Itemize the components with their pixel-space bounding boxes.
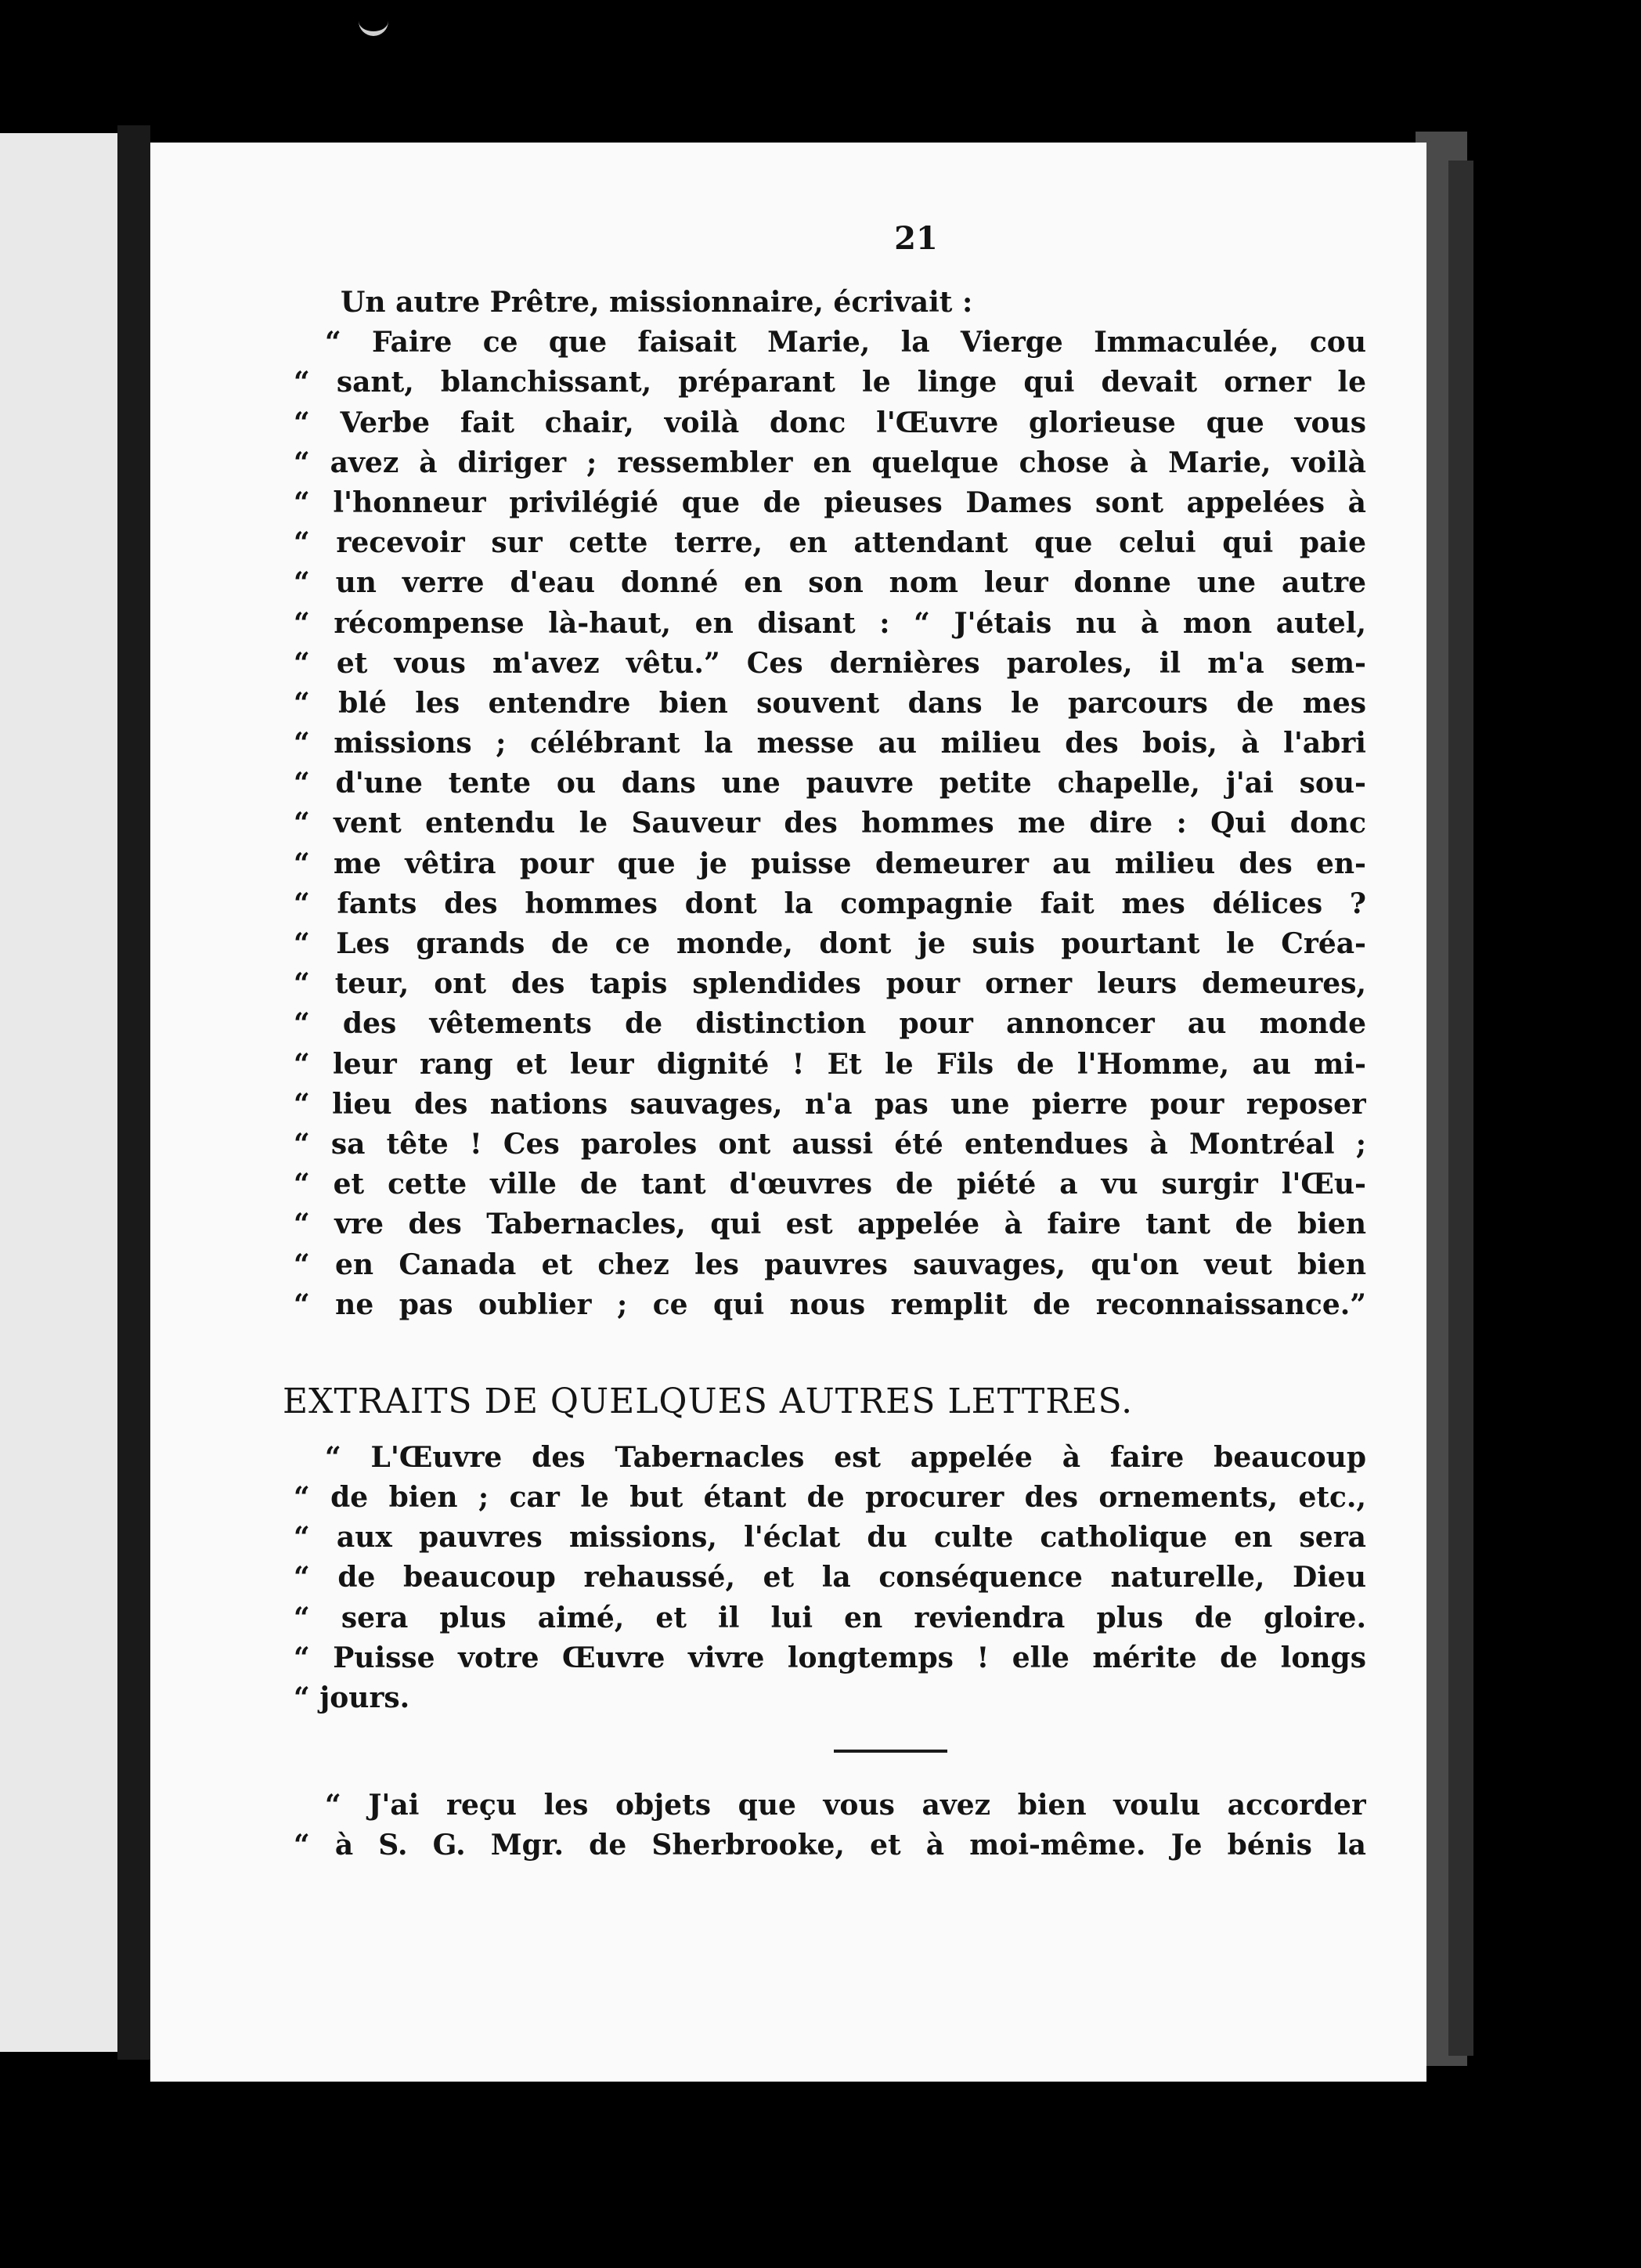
text-line: “ de beaucoup rehaussé, et la conséquence naturelle, Dieu bbox=[294, 1561, 1366, 1594]
text-line: “ J'ai reçu les objets que vous avez bien voulu accorder bbox=[325, 1789, 1366, 1822]
text-line: “ d'une tente ou dans une pauvre petite chapelle, j'ai sou- bbox=[294, 767, 1366, 800]
text-line: “ avez à diriger ; ressembler en quelque chose à Marie, voilà bbox=[294, 446, 1366, 479]
text-line: “ Les grands de ce monde, dont je suis pourtant le Créa- bbox=[294, 927, 1366, 960]
text-line: “ et vous m'avez vêtu.” Ces dernières paroles, il m'a sem- bbox=[294, 646, 1366, 680]
text-line: “ ne pas oublier ; ce qui nous remplit de reconnaissance.” bbox=[294, 1287, 1366, 1321]
book-gutter bbox=[117, 125, 150, 2060]
binding-mark bbox=[359, 19, 388, 36]
text-line: “ leur rang et leur dignité ! Et le Fils de l'Homme, au mi- bbox=[294, 1047, 1366, 1081]
text-line: “ lieu des nations sauvages, n'a pas une pierre pour reposer bbox=[294, 1087, 1366, 1121]
section-rule bbox=[834, 1750, 947, 1753]
page-number: 21 bbox=[894, 220, 938, 257]
text-line: “ et cette ville de tant d'œuvres de piété a vu surgir l'Œu- bbox=[294, 1168, 1366, 1201]
text-line: “ l'honneur privilégié que de pieuses Dames sont appelées à bbox=[294, 486, 1366, 519]
text-line: “ un verre d'eau donné en son nom leur donne une autre bbox=[294, 566, 1366, 600]
letter-3 bbox=[294, 1786, 1366, 1865]
intro-line: Un autre Prêtre, missionnaire, écrivait : bbox=[341, 286, 973, 319]
text-line: “ récompense là-haut, en disant : “ J'étais nu à mon autel, bbox=[294, 606, 1366, 640]
page-content bbox=[283, 217, 1366, 1866]
text-line: “ Puisse votre Œuvre vivre longtemps ! elle mérite de longs bbox=[294, 1641, 1366, 1674]
book-cover-edge bbox=[1448, 161, 1473, 2056]
letter-2 bbox=[294, 1438, 1366, 1718]
text-line: “ sa tête ! Ces paroles ont aussi été entendues à Montréal ; bbox=[294, 1127, 1366, 1161]
text-line: “ sera plus aimé, et il lui en reviendra plus de gloire. bbox=[294, 1601, 1366, 1634]
text-line: “ L'Œuvre des Tabernacles est appelée à faire beaucoup bbox=[325, 1440, 1366, 1474]
text-line: “ sant, blanchissant, préparant le linge qui devait orner le bbox=[294, 366, 1366, 399]
letter-1 bbox=[294, 323, 1366, 1325]
section-heading: EXTRAITS DE QUELQUES AUTRES LETTRES. bbox=[283, 1381, 1134, 1421]
text-line: “ teur, ont des tapis splendides pour orner leurs demeures, bbox=[294, 967, 1366, 1001]
text-line: “ jours. bbox=[294, 1681, 410, 1714]
text-line: “ de bien ; car le but étant de procurer des ornements, etc., bbox=[294, 1481, 1366, 1515]
text-line: “ blé les entendre bien souvent dans le parcours de mes bbox=[294, 686, 1366, 720]
text-line: “ des vêtements de distinction pour annoncer au monde bbox=[294, 1007, 1366, 1041]
text-line: “ fants des hommes dont la compagnie fait mes délices ? bbox=[294, 887, 1366, 920]
text-line: “ me vêtira pour que je puisse demeurer au milieu des en- bbox=[294, 847, 1366, 880]
text-line: “ Faire ce que faisait Marie, la Vierge Immaculée, cou bbox=[325, 326, 1366, 359]
text-line: “ missions ; célébrant la messe au milieu des bois, à l'abri bbox=[294, 727, 1366, 760]
text-line: “ vent entendu le Sauveur des hommes me dire : Qui donc bbox=[294, 807, 1366, 840]
text-line: “ en Canada et chez les pauvres sauvages, qu'on veut bien bbox=[294, 1248, 1366, 1281]
text-line: “ aux pauvres missions, l'éclat du culte catholique en sera bbox=[294, 1521, 1366, 1555]
book-page bbox=[150, 143, 1426, 2082]
text-line: “ vre des Tabernacles, qui est appelée à faire tant de bien bbox=[294, 1208, 1366, 1241]
text-line: “ recevoir sur cette terre, en attendant que celui qui paie bbox=[294, 526, 1366, 560]
text-line: “ à S. G. Mgr. de Sherbrooke, et à moi-même. Je bénis la bbox=[294, 1829, 1366, 1862]
text-line: “ Verbe fait chair, voilà donc l'Œuvre glorieuse que vous bbox=[294, 406, 1366, 439]
